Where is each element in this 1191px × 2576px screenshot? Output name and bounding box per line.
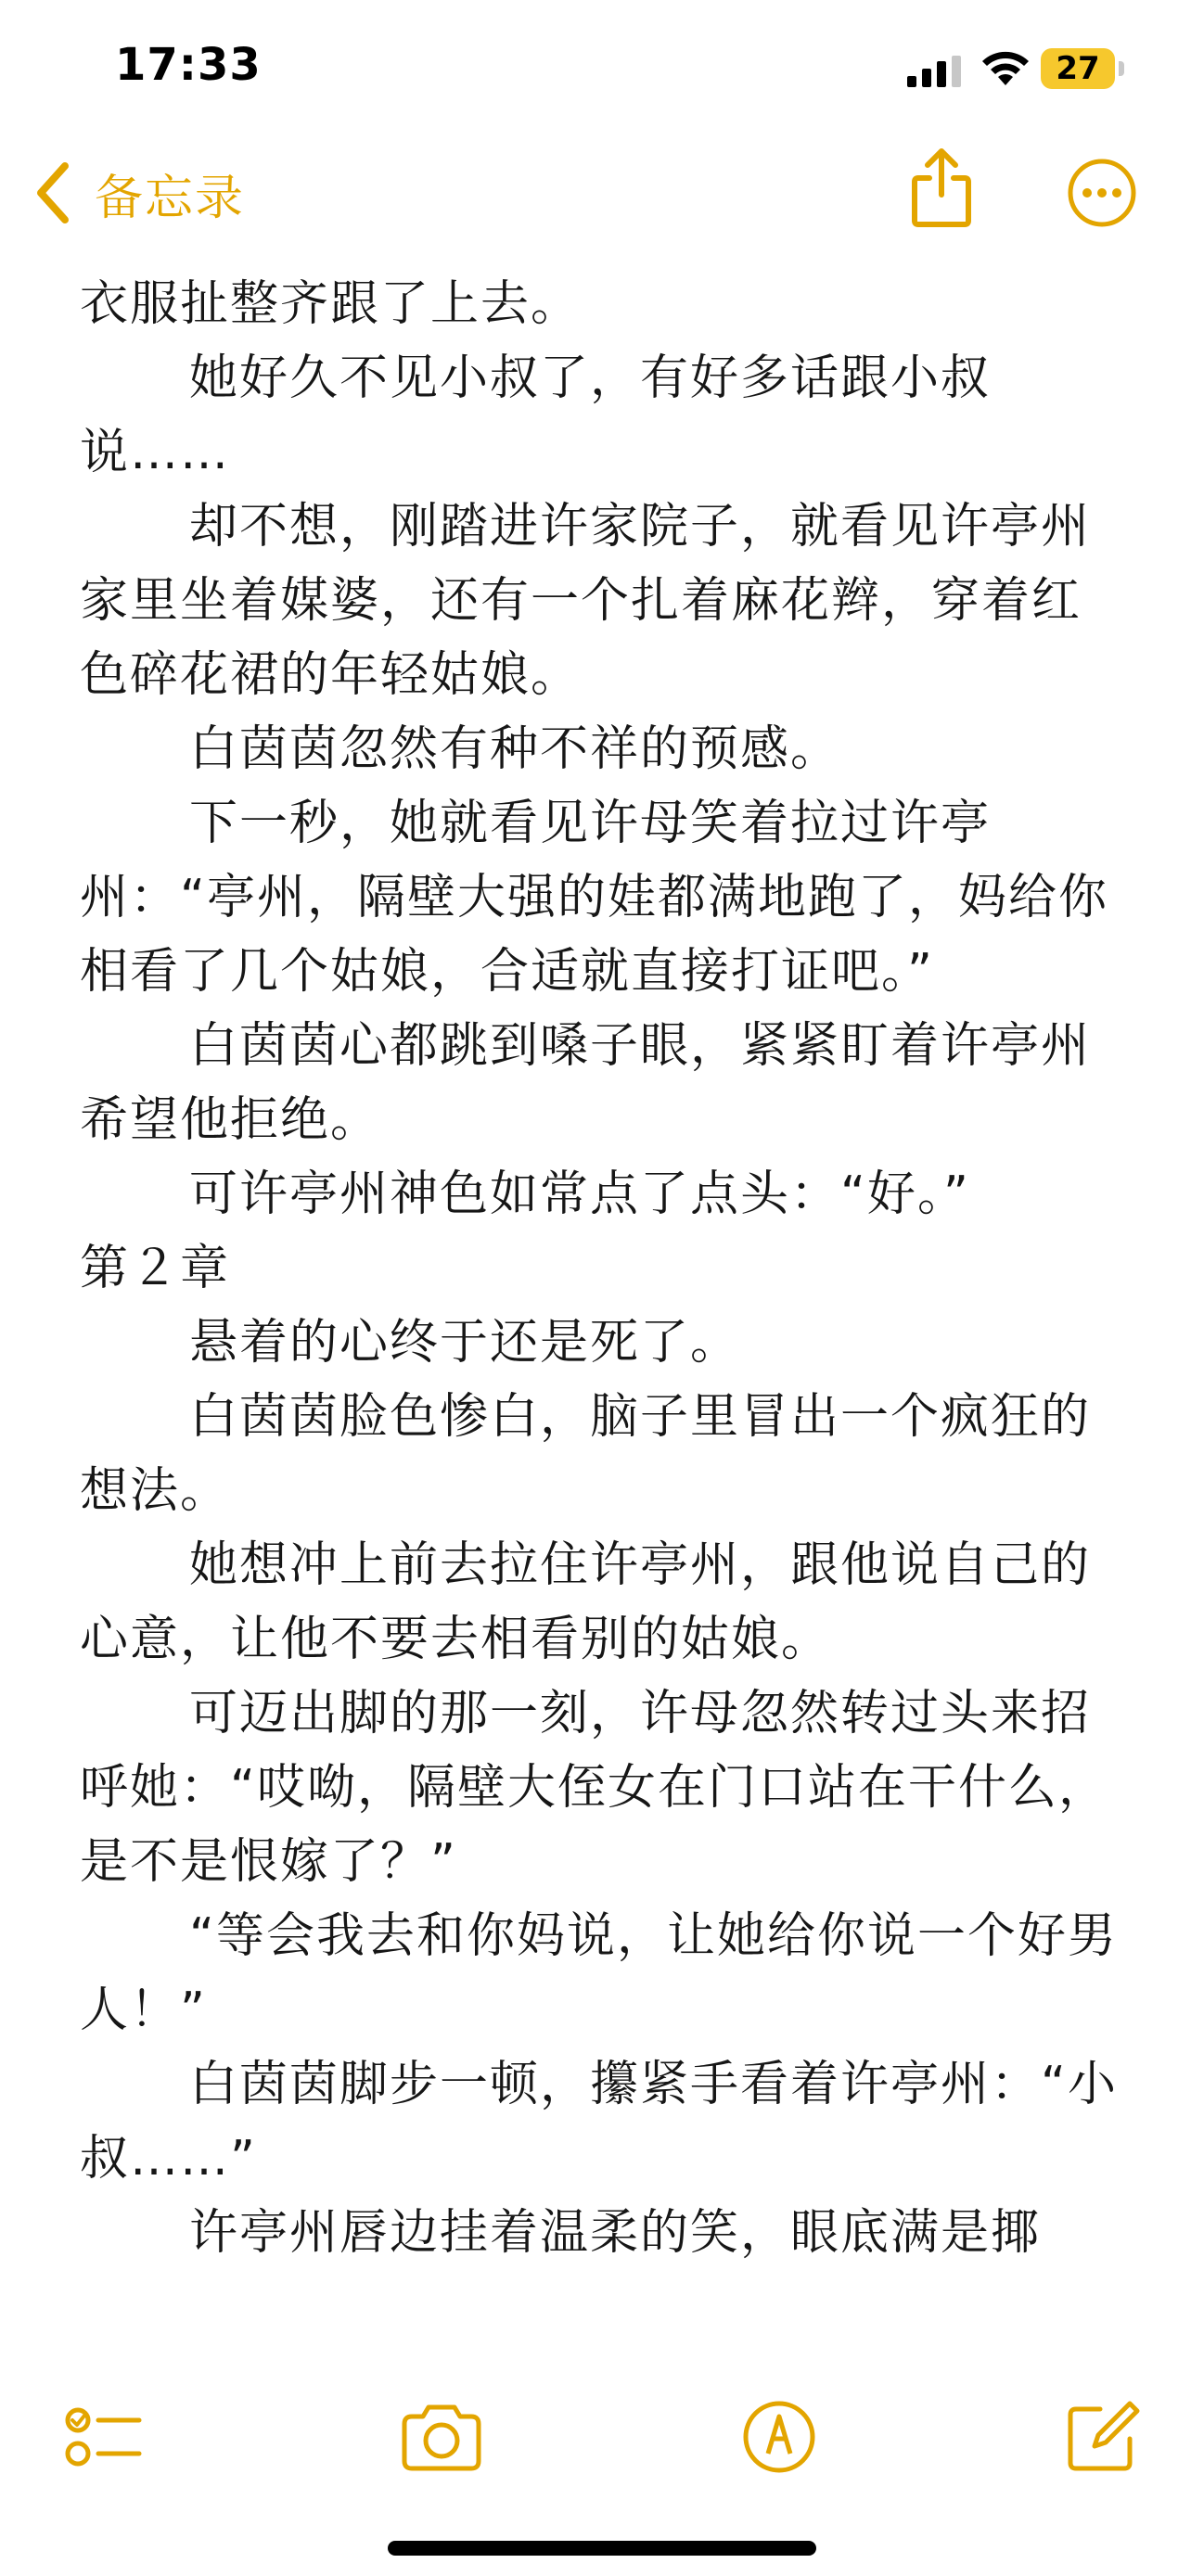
note-line: 第２章 [80, 1241, 231, 1296]
note-paragraph: 她想冲上前去拉住许亭州，跟他说自己的心意，让他不要去相看别的姑娘。 [80, 1537, 1092, 1667]
cellular-signal-icon [907, 56, 963, 87]
camera-icon[interactable] [397, 2392, 486, 2481]
compose-icon[interactable] [1057, 2392, 1146, 2481]
note-paragraph: 白茵茵忽然有种不祥的预感。 [189, 721, 841, 777]
note-paragraph: 许亭州唇边挂着温柔的笑，眼底满是揶 [189, 2205, 1042, 2261]
note-body[interactable] [80, 267, 1128, 2270]
note-paragraph: 可迈出脚的那一刻，许母忽然转过头来招呼她：“哎呦，隔壁大侄女在门口站在干什么，是不是恨嫁了？” [80, 1686, 1108, 1890]
back-button[interactable] [33, 156, 245, 230]
note-paragraph: 她好久不见小叔了，有好多话跟小叔说…… [80, 351, 992, 480]
bottom-toolbar [0, 2374, 1191, 2494]
note-paragraph: 悬着的心终于还是死了。 [189, 1315, 741, 1371]
battery-percent: 27 [1056, 50, 1100, 87]
battery-icon [1041, 48, 1126, 89]
note-paragraph: 却不想，刚踏进许家院子，就看见许亭州家里坐着媒婆，还有一个扎着麻花辫，穿着红色碎花裙的年轻姑娘。 [80, 499, 1092, 703]
ellipsis-circle-icon[interactable] [1067, 158, 1137, 228]
chevron-left-icon [33, 160, 74, 225]
share-icon[interactable] [909, 147, 974, 230]
markup-pen-icon[interactable] [735, 2392, 824, 2481]
note-line: 衣服扯整齐跟了上去。 [80, 276, 582, 332]
note-paragraph: 白茵茵脚步一顿，攥紧手看着许亭州：“小叔……” [80, 2057, 1118, 2187]
note-paragraph: “等会我去和你妈说，让她给你说一个好男人！” [80, 1908, 1118, 2038]
nav-bar [0, 139, 1191, 250]
note-paragraph: 白茵茵脸色惨白，脑子里冒出一个疯狂的想法。 [80, 1389, 1092, 1519]
status-bar [0, 0, 1191, 139]
status-time: 17:33 [115, 39, 262, 91]
home-indicator[interactable] [388, 2541, 816, 2556]
note-paragraph: 下一秒，她就看见许母笑着拉过许亭州：“亭州，隔壁大强的娃都满地跑了，妈给你相看了几个姑娘，合适就直接打证吧。” [80, 796, 1108, 1000]
wifi-icon [980, 48, 1031, 85]
note-paragraph: 可许亭州神色如常点了点头：“好。” [189, 1167, 970, 1222]
note-paragraph: 白茵茵心都跳到嗓子眼，紧紧盯着许亭州希望他拒绝。 [80, 1018, 1092, 1148]
back-label: 备忘录 [95, 170, 246, 226]
checklist-icon[interactable] [59, 2392, 148, 2481]
